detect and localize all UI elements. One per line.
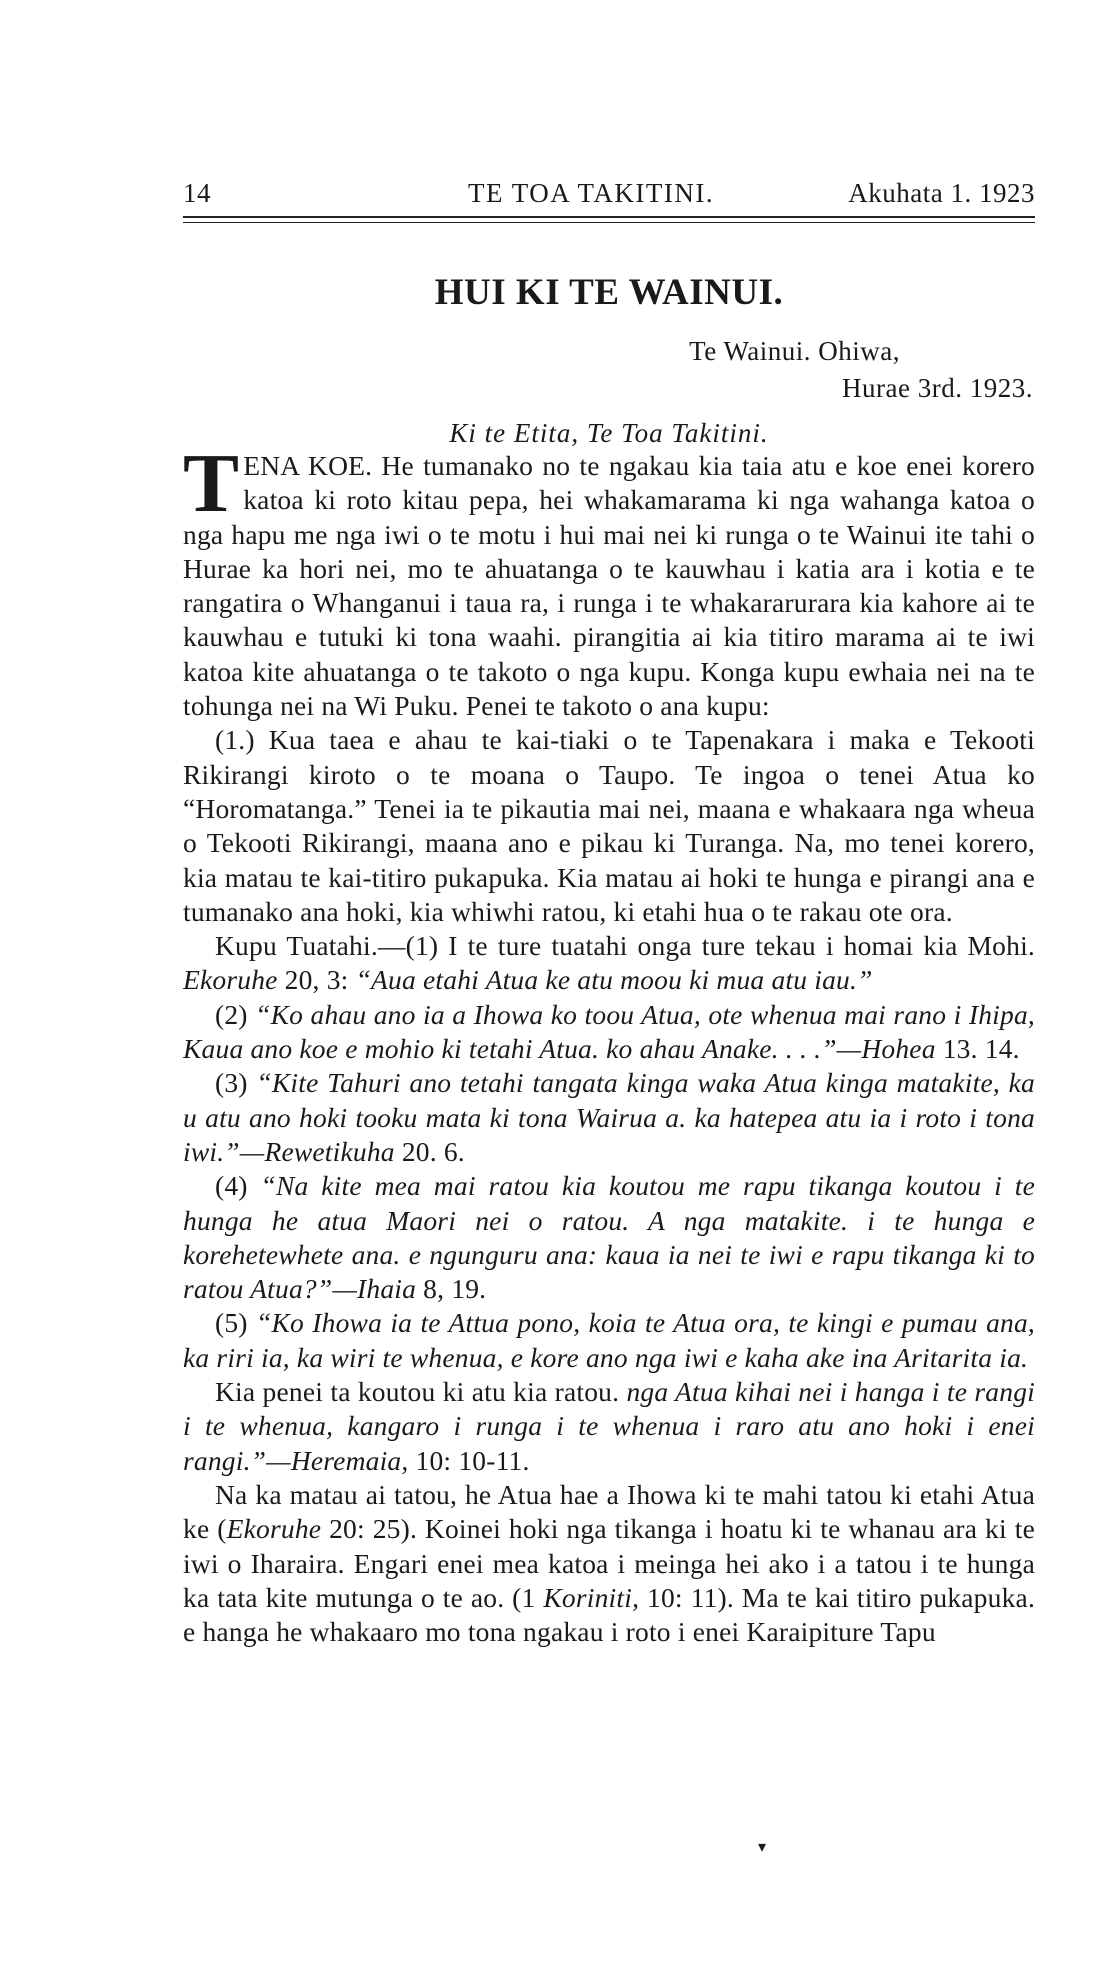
scripture-ref: Ekoruhe bbox=[183, 964, 278, 996]
paragraph-9 bbox=[183, 1478, 1035, 1649]
article-title: HUI KI TE WAINUI. bbox=[434, 272, 784, 313]
paragraph-9-text-a: Na ka matau ai tatou, he Atua hae a Ihowa ki te mahi tatou ki etahi Atua ke ( bbox=[183, 1478, 1035, 1545]
scripture-quote: “Aua etahi Atua ke atu moou ki mua atu iau.” bbox=[355, 964, 873, 996]
scripture-ref: Ekoruhe bbox=[226, 1513, 322, 1545]
item-number: (3) bbox=[215, 1067, 248, 1099]
item-number: (5) bbox=[215, 1307, 248, 1339]
address-line-2: Hurae 3rd. 1923. bbox=[842, 373, 1033, 403]
scripture-verse: 20, 3: bbox=[284, 964, 349, 996]
scripture-quote: “Ko Ihowa ia te Attua pono, koia te Atua ora, te kingi e pumau ana, ka riri ia, ka wiri te whenua, e kore ano nga iwi e kaha ake ina Aritarita ia. bbox=[183, 1307, 1035, 1373]
header-rule bbox=[183, 216, 1035, 223]
document-page bbox=[183, 178, 1035, 1649]
paragraph-1-text: ENA KOE. He tumanako no te ngakau kia taia atu e koe enei korero katoa ki roto kitau pepa, hei whakamarama ki nga wahanga katoa o nga hapu me nga iwi o te motu i hui mai nei ki runga o te Wainui ite tahi o Hurae ka hori nei, mo te ahuatanga o te kauwhau i katia ara i kotia e te rangatira o Whanganui i taua ra, i runga i te whakararurara kia kahore ai te kauwhau e tutuki ki tona waahi. pirangitia ai kia titiro marama ai te iwi katoa kite ahuatanga o te takoto o nga kupu. Konga kupu ewhaia nei na te tohunga nei na Wi Puku. Penei te takoto o ana kupu: bbox=[183, 450, 1035, 722]
paragraph-6 bbox=[183, 1169, 1035, 1306]
address-line-1: Te Wainui. Ohiwa, bbox=[689, 336, 900, 366]
paragraph-1 bbox=[183, 437, 1035, 723]
publication-title: TE TOA TAKITINI. bbox=[468, 178, 715, 208]
paragraph-7 bbox=[183, 1306, 1035, 1375]
paragraph-2: (1.) Kua taea e ahau te kai-tiaki o te Tapenakara i maka e Tekooti Rikirangi kiroto o te moana o Taupo. Te ingoa o tenei Atua ko “Horomatanga.” Tenei ia te pikautia mai nei, maana e whakaara nga wheua o Tekooti Rikirangi, maana ano e pikau ki Turanga. Na, mo tenei korero, kia matau te kai-titiro pukapuka. Kia matau ai hoki te hunga e pirangi ana e tumanako ana hoki, kia whiwhi ratou, ki etahi hua o te rakau ote ora. bbox=[183, 724, 1035, 927]
scripture-ref: Koriniti, bbox=[543, 1581, 640, 1613]
page-number: 14 bbox=[183, 178, 211, 208]
salutation: Ki te Etita, Te Toa Takitini. bbox=[449, 418, 769, 448]
paragraph-9-text-c: 10: 11). Ma te kai titiro pukapuka. e hanga he whakaaro mo tona ngakau i roto i enei Karaipiture Tapu bbox=[183, 1581, 1036, 1648]
paragraph-9-text-b: 20: 25). Koinei hoki nga tikanga i hoatu ki te whanau ara ki te iwi o Iharaira. Engari enei mea katoa i meinga hei ako i a tatou i te hunga ka tata kite mutunga o te ao. (1 bbox=[183, 1513, 1035, 1613]
scripture-ref: 13. 14. bbox=[942, 1033, 1020, 1065]
scripture-ref: 8, 19. bbox=[423, 1273, 487, 1305]
scripture-ref: 10: 10-11. bbox=[415, 1444, 530, 1476]
scripture-quote: nga Atua kihai nei i hanga i te rangi i te whenua, kangaro i runga i te whenua i raro atu ano hoki i enei rangi.”—Heremaia, bbox=[183, 1376, 1035, 1476]
scripture-quote: “Ko ahau ano ia a Ihowa ko toou Atua, ote whenua mai rano i Ihipa, Kaua ano koe e mohio ki tetahi Atua. ko ahau Anake. . . .”—Hohea bbox=[183, 998, 1035, 1065]
scripture-quote: “Na kite mea mai ratou kia koutou me rapu tikanga koutou i te hunga he atua Maori nei o ratou. A nga matakite. i te hunga e korehetewhete ana. e ngunguru ana: kaua ia nei te iwi e rapu tikanga ki to ratou Atua?”—Ihaia bbox=[183, 1170, 1035, 1305]
scripture-quote: “Kite Tahuri ano tetahi tangata kinga waka Atua kinga matakite, ka u atu ano hoki tooku mata ki tona Wairua a. ka hatepea atu ia i roto i tona iwi.”—Rewetikuha bbox=[183, 1067, 1035, 1167]
paragraph-3-lead: Kupu Tuatahi.—(1) I te ture tuatahi onga ture tekau i homai kia Mohi. bbox=[215, 930, 1035, 962]
print-speck: ▾ bbox=[758, 1839, 767, 1856]
drop-cap: T bbox=[183, 437, 240, 530]
running-head bbox=[183, 178, 1035, 208]
paragraph-5 bbox=[183, 1066, 1035, 1169]
paragraph-4 bbox=[183, 998, 1035, 1067]
issue-date: Akuhata 1. 1923 bbox=[848, 178, 1035, 208]
scripture-ref: 20. 6. bbox=[401, 1135, 465, 1167]
paragraph-8-lead: Kia penei ta koutou ki atu kia ratou. bbox=[215, 1376, 620, 1408]
paragraph-8 bbox=[183, 1375, 1035, 1478]
paragraph-3 bbox=[183, 929, 1035, 998]
item-number: (2) bbox=[215, 998, 248, 1030]
item-number: (4) bbox=[215, 1170, 248, 1202]
